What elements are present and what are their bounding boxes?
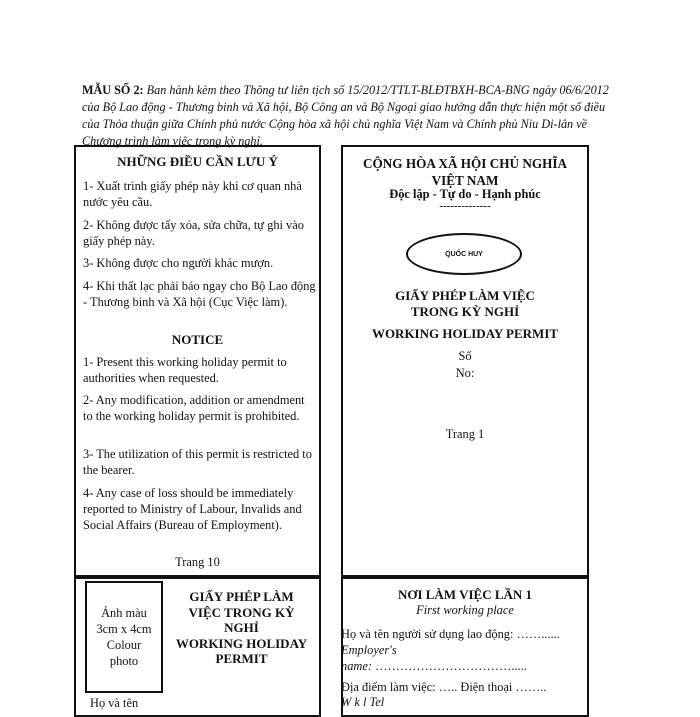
work-place-title-vi: NƠI LÀM VIỆC LẦN 1	[397, 587, 533, 602]
photo-title-en-line1: WORKING HOLIDAY	[175, 635, 308, 651]
employer-label-vi: Họ và tên người sử dụng lao động: ……......	[341, 627, 560, 641]
form-header	[82, 82, 622, 150]
form-number: MẪU SỐ 2:	[82, 83, 144, 97]
national-emblem-placeholder: QUỐC HUY	[406, 233, 522, 275]
photo-title-en-line2: PERMIT	[215, 651, 268, 666]
permit-number-vi: Số	[458, 349, 472, 363]
page-10-panel	[74, 145, 321, 577]
page-number-1: Trang 1	[445, 427, 485, 441]
note-vi-2: 2- Không được tẩy xóa, sửa chữa, tự ghi vào giấy phép này.	[83, 218, 304, 248]
permit-title-vi	[343, 288, 587, 320]
page-number-10: Trang 10	[175, 555, 220, 569]
form-legal-basis: Ban hành kèm theo Thông tư liên tịch số 15/2012/TTLT-BLĐTBXH-BCA-BNG ngày 06/6/2012 của Bộ Lao động - Thương binh và Xã hội, Bộ Công an và Bộ Ngoại giao hướng dẫn thực hiện một số điều của Thỏa thuận giữa Chính phủ nước Cộng hòa xã hội chủ nghĩa Việt Nam và Chính phủ Niu Di-lân về Chương trình làm việc trong kỳ nghỉ.	[82, 83, 609, 148]
employer-label-en: Employer's	[341, 643, 397, 657]
nation-name-line2: VIỆT NAM	[431, 173, 499, 188]
photo-page-panel	[74, 577, 321, 717]
photo-label-line1: Ảnh màu	[101, 606, 147, 620]
employer-name-dots: …………………………….....	[371, 659, 527, 673]
note-vi-3: 3- Không được cho người khác mượn.	[83, 256, 274, 270]
photo-label-line3: Colour	[106, 638, 142, 652]
photo-label-line4: photo	[109, 654, 139, 668]
photo-label-line2: 3cm x 4cm	[96, 622, 152, 636]
page-1-panel	[341, 145, 589, 577]
holder-name-fragment: Họ và tên	[90, 696, 139, 710]
nation-name-line1: CỘNG HÒA XÃ HỘI CHỦ NGHĨA	[362, 156, 568, 171]
photo-title-vi-line2: VIỆC TRONG KỲ	[188, 604, 295, 620]
permit-title-en: WORKING HOLIDAY PERMIT	[371, 326, 559, 341]
note-en-4: 4- Any case of loss should be immediately reported to Ministry of Labour, Invalids and Social Affairs (Bureau of Employment).	[83, 486, 302, 532]
permit-number-en: No:	[455, 366, 475, 380]
work-place-title-en: First working place	[416, 603, 514, 617]
photo-placeholder	[85, 581, 163, 693]
employer-name-label: name:	[341, 659, 372, 673]
nation-name	[343, 155, 587, 189]
work-address-en-fragment: W k l Tel	[341, 695, 385, 709]
photo-page-title	[164, 589, 319, 667]
notice-title-en: NOTICE	[171, 332, 224, 347]
national-motto: Độc lập - Tự do - Hạnh phúc	[389, 187, 541, 201]
photo-title-vi-line1: GIẤY PHÉP LÀM	[189, 589, 294, 604]
note-vi-1: 1- Xuất trình giấy phép này khi cơ quan nhà nước yêu cầu.	[83, 179, 302, 209]
permit-title-vi-line1: GIẤY PHÉP LÀM VIỆC	[395, 288, 535, 303]
note-en-2: 2- Any modification, addition or amendment to the working holiday permit is prohibited.	[83, 393, 305, 423]
permit-number	[343, 348, 587, 382]
photo-title-vi-line3: NGHỈ	[224, 620, 259, 635]
motto-divider: --------------	[439, 200, 491, 212]
note-en-3: 3- The utilization of this permit is restricted to the bearer.	[83, 447, 312, 477]
note-vi-4: 4- Khi thất lạc phải báo ngay cho Bộ Lao động - Thương binh và Xã hội (Cục Việc làm).	[83, 279, 316, 309]
permit-title-vi-line2: TRONG KỲ NGHỈ	[410, 304, 520, 319]
note-en-1: 1- Present this working holiday permit to authorities when requested.	[83, 355, 287, 385]
working-place-panel	[341, 577, 589, 717]
employer-field	[341, 626, 589, 674]
work-address-field: Địa điểm làm việc: ….. Điện thoại ……..	[341, 680, 547, 694]
notes-title-vi: NHỮNG ĐIỀU CẦN LƯU Ý	[117, 154, 278, 169]
